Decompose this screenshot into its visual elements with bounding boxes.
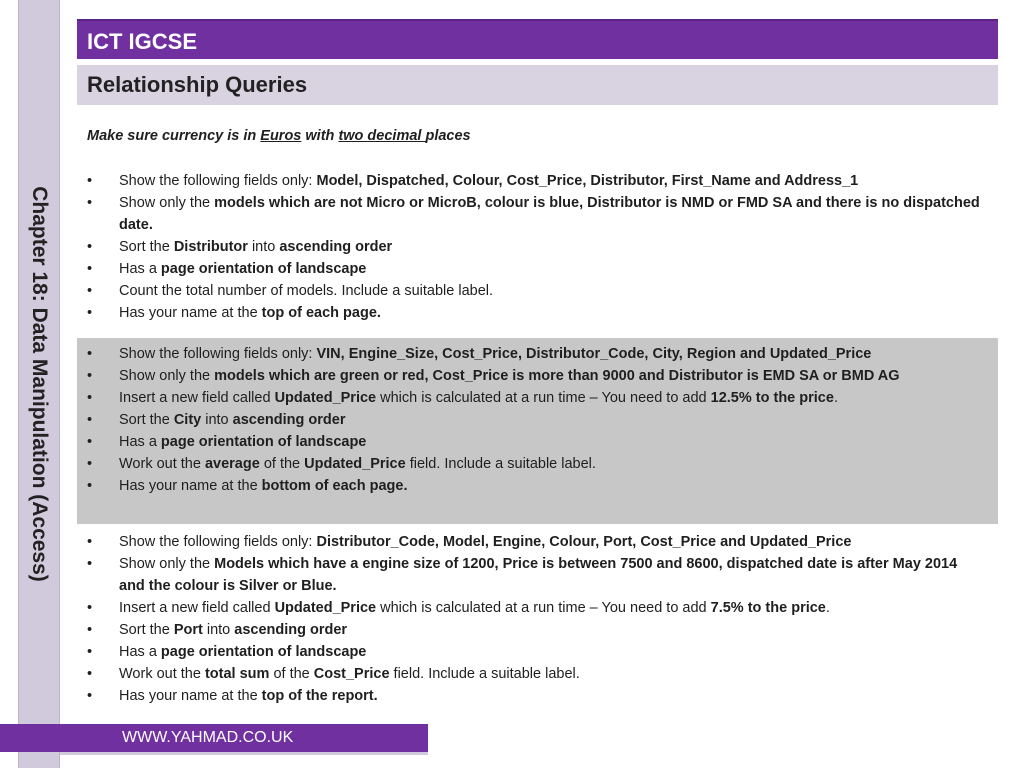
list-item: • Has a page orientation of landscape bbox=[77, 258, 998, 280]
list-item: • Insert a new field called Updated_Price which is calculated at a run time – You need to add 12.5% to the price. bbox=[77, 387, 998, 409]
list-item: • Has your name at the bottom of each page. bbox=[77, 475, 998, 497]
query-list-1 bbox=[77, 170, 998, 324]
list-item: • Show the following fields only: Model, Dispatched, Colour, Cost_Price, Distributor, First_Name and Address_1 bbox=[77, 170, 998, 192]
list-item: • Count the total number of models. Include a suitable label. bbox=[77, 280, 998, 302]
list-item: • Show only the Models which have a engine size of 1200, Price is between 7500 and 8600, dispatched date is after May 2014 and the colour is Silver or Blue. bbox=[77, 553, 998, 597]
note-text: Make sure currency is in bbox=[87, 128, 261, 144]
chapter-title: Chapter 18: Data Manipulation (Access) bbox=[28, 186, 51, 582]
list-item: • Work out the average of the Updated_Price field. Include a suitable label. bbox=[77, 453, 998, 475]
slide-subtitle: Relationship Queries bbox=[77, 65, 998, 105]
list-item: • Show the following fields only: VIN, Engine_Size, Cost_Price, Distributor_Code, City, Region and Updated_Price bbox=[77, 343, 998, 365]
footer-divider bbox=[60, 752, 428, 755]
query-block-3 bbox=[77, 531, 998, 707]
note-text: places bbox=[425, 128, 471, 144]
currency-note bbox=[87, 128, 471, 144]
note-euros: Euros bbox=[260, 128, 302, 144]
list-item: • Show only the models which are not Micro or MicroB, colour is blue, Distributor is NMD or FMD SA and there is no dispatched date. bbox=[77, 192, 998, 236]
list-item: • Insert a new field called Updated_Price which is calculated at a run time – You need to add 7.5% to the price. bbox=[77, 597, 998, 619]
list-item: • Has your name at the top of each page. bbox=[77, 302, 998, 324]
query-block-1 bbox=[77, 170, 998, 324]
footer-url: WWW.YAHMAD.CO.UK bbox=[0, 724, 428, 752]
list-item: • Work out the total sum of the Cost_Price field. Include a suitable label. bbox=[77, 663, 998, 685]
slide-header: ICT IGCSE bbox=[77, 19, 998, 59]
list-item: • Has a page orientation of landscape bbox=[77, 641, 998, 663]
list-item: • Has a page orientation of landscape bbox=[77, 431, 998, 453]
list-item: • Show the following fields only: Distributor_Code, Model, Engine, Colour, Port, Cost_Price and Updated_Price bbox=[77, 531, 998, 553]
list-item: • Show only the models which are green or red, Cost_Price is more than 9000 and Distributor is EMD SA or BMD AG bbox=[77, 365, 998, 387]
query-list-2 bbox=[77, 343, 998, 497]
query-block-2 bbox=[77, 338, 998, 524]
query-list-3 bbox=[77, 531, 998, 707]
list-item: • Has your name at the top of the report. bbox=[77, 685, 998, 707]
list-item: • Sort the Port into ascending order bbox=[77, 619, 998, 641]
note-text: with bbox=[301, 128, 339, 144]
list-item: • Sort the City into ascending order bbox=[77, 409, 998, 431]
note-decimal: two decimal bbox=[338, 128, 426, 144]
list-item: • Sort the Distributor into ascending order bbox=[77, 236, 998, 258]
